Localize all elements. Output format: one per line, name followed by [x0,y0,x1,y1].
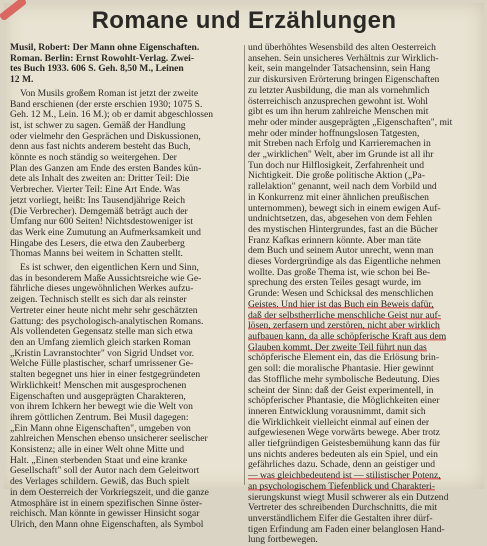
right-column-line: gefährliches dazu. Schade, denn an geistiger und [248,459,436,471]
red-underline-highlight: daß der selbstherrliche menschliche Geist nur auf- [248,309,441,321]
right-column-line: sierungskunst wiegt Musil schwerer als ein Dutzend [248,491,449,503]
right-column-line: lung fortbewegen. [248,534,318,546]
right-column-line: unternommen), bewegt sich in einem ewigen Auf- [248,202,441,214]
right-column-line: dieses Vordergründige als das Eigentliche nehmen [248,256,441,268]
right-column-line: des mystischen Hintergrundes, fast an die Bücher [248,223,438,235]
left-column-line: Ulrich, den Mann ohne Eigenschaften, als Symbol [10,518,204,530]
right-column-line: mit Streben nach Erfolg und Karrieremachen in [248,138,431,150]
right-column-line: mehr oder minder hoffnungslosen Tatgesten, [248,127,420,139]
left-column-line: Atmosphäre ist in einem spezifischen Sinne öster- [10,497,203,509]
left-column-line: ist, ist schwer zu sagen. Gemäß der Handlung [10,119,186,131]
right-column-line: wollte. Das große Thema ist, wie schon bei Be- [248,266,431,278]
left-column-line: Plan des Ganzen am Ende des ersten Bandes kün- [10,162,202,174]
left-column-line: Wirklichkeit! Menschen mit ausgesprochenen [10,379,187,391]
right-column-line: das Stoffliche mehr symbolische Bedeutung. Dies [248,373,440,385]
right-column-line: mehr oder minder ausgeprägten „Eigenschaften", mit [248,116,453,128]
left-column-line: Verbrecher. Vierter Teil: Eine Art Ende. Was [10,184,181,196]
right-column-line: zur diskursiven Erörterung bringen Eigenschaften [248,74,440,86]
left-column-line: Band erschienen (der erste erschien 1930; 1075 S. [10,98,203,110]
left-column-line: Geh. 12 M., Lein. 16 M.); ob er damit abgeschlossen [10,109,214,121]
red-underline-highlight: an psychologischem Tiefenblick und Charakteri- [248,480,436,492]
right-column-line: rallelaktion" genannt, weil nach dem Vorbild und [248,181,437,193]
right-column-line: keit, sein mangelnder Tatsachensinn, sein Hang [248,63,431,75]
left-column-line: Hingabe des Lesers, die etwa den Zauberberg [10,237,185,249]
left-column-line: denn aus fast nichts anderem besteht das Buch, [10,141,191,153]
right-column-line: tigen Erfindung am Faden einer belanglosen Hand- [248,523,445,535]
right-column-line: dem Buch und seinem Autor unrecht, wenn man [248,245,434,257]
left-column-line: Als vollendeten Gegensatz stelle man sich etwa [10,326,193,338]
left-column-line: Musil, Robert: Der Mann ohne Eigenschaften. [10,42,200,53]
newspaper-clipping [4,3,484,546]
right-column-line: in Konkurrenz mit einer ähnlichen preußischen [248,191,429,203]
right-column-line: Vertreter des schreibenden Durchschnitts, die mit [248,502,438,514]
left-column-line: reichisch. Man könnte in gewisser Hinsicht sogar [10,508,200,520]
right-column-line: inneren Entwicklung vorausnimmt, damit sich [248,405,426,417]
left-column-line: „Ein Mann ohne Eigenschaften", umgeben von [10,422,191,434]
right-column-line: undnichtsetzen, das, abgesehen von dem Fehlen [248,213,433,225]
column-divider [244,45,245,485]
right-column-line: und überhöhtes Wesensbild des alten Oesterreich [248,42,436,53]
left-column-line: Thomas Manns bei weitem in Schatten stellt. [10,248,183,260]
left-column-line: das Werk eine Zumutung an Aufmerksamkeit und [10,226,201,238]
right-column-line: österreichisch anzusprechen gewohnt ist. Wohl [248,95,428,107]
right-column [248,43,480,546]
left-column-line: Vertreter einer heute nicht mehr sehr geschätzten [10,304,198,316]
right-column-line [248,300,480,311]
left-column-line: oder vielmehr den Gesprächen und Diskussionen, [10,130,201,142]
left-column-line: zeigen. Technisch stellt es sich dar als reinster [10,294,187,306]
right-column-line: gibt es um ihn herum zahlreiche Menschen mit [248,106,429,118]
red-underline-highlight: lösen, zerfasern und zerstören, nicht aber wirklich [248,320,440,332]
left-column-line: Konsistenz; alle in einer Welt ohne Mitte und [10,444,185,456]
left-column-line: Eigenschaften und ausgeprägten Charakteren, [10,390,186,402]
right-column-line: die Wirklichkeit vielleicht einmal auf einen der [248,416,430,428]
left-column-line: Welche Fülle plastischer, scharf umrissener Ge- [10,358,194,370]
left-column-line: Halt. „Einen sterbenden Staat und eine kranke [10,454,188,466]
left-column-line: Gattung: des psychologisch-analytischen Romans. [10,315,204,327]
red-underline-highlight: Geistes. Und hier ist das Buch ein Beweis dafür, [248,298,434,310]
left-column-line: „Kristin Lavranstochter" von Sigrid Undset vor. [10,347,195,359]
left-column-line: fährliche dieses ungewöhnlichen Werkes aufzu- [10,283,194,295]
right-column-line: zu letzter Ausbildung, die man als vornehmlich [248,84,430,96]
left-column-line: das in besonderem Maße Aussichtsreiche wie Ge- [10,272,202,284]
left-column-line: stalten begegnet uns hier in einer festgegründeten [10,369,201,381]
right-column-line: Franz Kafkas erinnern könnte. Aber man täte [248,234,421,246]
left-column-line: Umfang nur 600 Seiten! Nichtsdestoweniger ist [10,216,194,228]
left-column-line: könnte es noch ständig so weitergehen. Der [10,152,177,164]
right-column-line: schöpferischer Phantasie, die Möglichkeiten einer [248,395,440,407]
right-column-line: Nichtigkeit. Die große politische Aktion („Pa- [248,170,425,182]
left-column-line: von ihrem Ichkern her bewegt wie die Welt von [10,401,193,413]
left-column-line: tes Buch 1933. 606 S. Geh. 8,50 M., Leinen [10,63,184,75]
section-headline: Romane und Erzählungen [91,7,397,34]
left-column-line: Es ist schwer, den eigentlichen Kern und Sinn, [20,262,199,274]
red-underline-highlight: — was gleichbedeutend ist — stilistischer Potenz, [248,470,441,482]
left-column-line: in dem Oesterreich der Vorkriegszeit, und die ganze [10,486,209,498]
right-column-line: uns nichts anderes bedeuten als ein Spiel, und ein [248,448,438,460]
left-column-line: Gesellschaft" soll der Autor nach dem Geleitwort [10,465,200,477]
right-column-line: sprechung des ersten Teiles gesagt wurde, im [248,277,422,289]
right-column-line: aller tiefgründigen Geistesbemühung kann das für [248,438,441,450]
left-column-line: (Die Verbrecher). Demgemäß beträgt auch der [10,205,188,217]
left-column-line: Von Musils großem Roman ist jetzt der zweite [20,87,199,99]
right-column-line: scheint der Sinn: daß der Geist experimentell, in [248,384,434,396]
right-column-line: schöpferische Element ein, das die Erlösung brin- [248,352,440,364]
left-column-line: ihrem göttlichen Zentrum. Bei Musil dagegen: [10,411,189,423]
left-column-line: jetzt vorliegt, heißt: Ins Tausendjährige Reich [10,194,185,206]
left-column-line: den an Umfang ziemlich gleich starken Roman [10,336,191,348]
right-column-line: Tun doch nur Hilflosigkeit, Zerfahrenheit und [248,159,425,171]
right-column-line: unverständlichem Eifer die Gestalten ihrer dürf- [248,512,433,524]
left-column-line: Roman. Berlin: Ernst Rowohlt-Verlag. Zwei- [10,52,195,64]
right-column-line: Grunde: Wesen und Schicksal des menschlichen [248,288,434,300]
red-underline-highlight: Glauben kommt. Der zweite Teil führt nun das [248,341,427,353]
right-column-line: gen soll: die moralische Phantasie. Hier gewinnt [248,363,434,375]
right-column-line [248,482,480,493]
left-column-line: des Verlages schildern. Gewiß, das Buch spielt [10,476,190,488]
right-column-line: aufgewiesenen Wege vorwärts bewege. Aber trotz [248,427,440,439]
left-column-line: 12 M. [10,74,34,86]
left-column-line: dete als Inhalt des zweiten an: Dritter Teil: Die [10,173,190,185]
left-column [10,43,242,531]
red-underline-highlight: aufbauen kann, da alle schöpferische Kraft aus dem [248,330,447,342]
left-column-line: zahlreichen Menschen ebenso unsicherer seelischer [10,433,208,445]
right-column-line: ansehen. Sein unsicheres Verhältnis zur Wirklich- [248,52,439,64]
right-column-line: der „wirklichen" Welt, aber im Grunde ist all ihr [248,149,434,161]
